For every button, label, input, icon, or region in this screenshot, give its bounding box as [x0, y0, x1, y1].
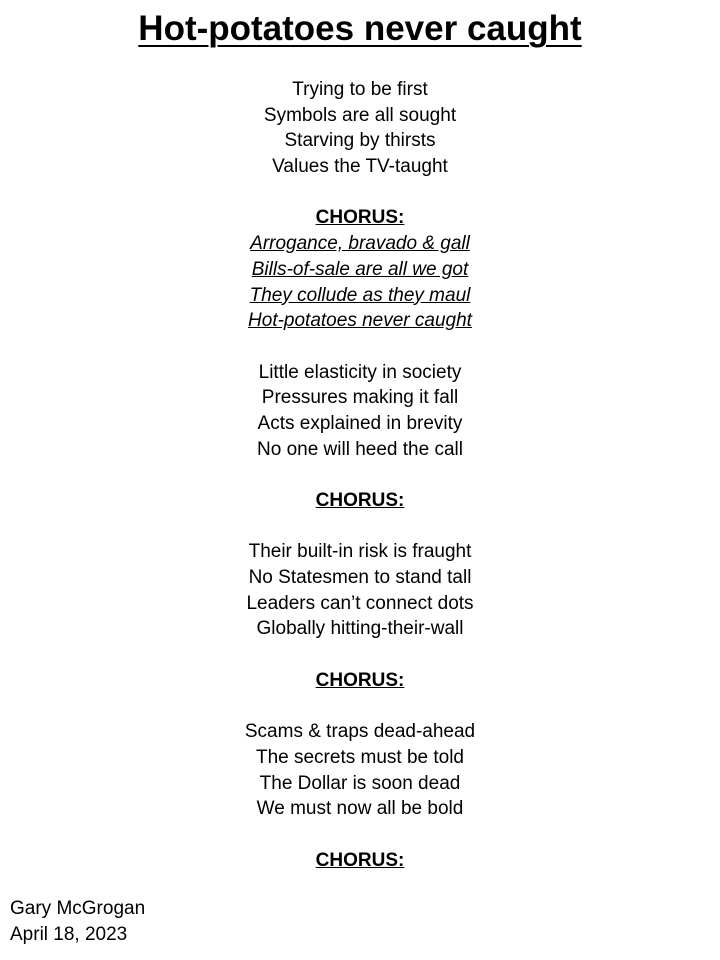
- verse-3-line-3: Leaders can’t connect dots: [246, 592, 474, 614]
- stanza-gap: [0, 180, 720, 206]
- poem-date: April 18, 2023: [10, 924, 128, 945]
- verse-2-line-4: No one will heed the call: [257, 438, 463, 460]
- poem-body: [0, 77, 720, 873]
- chorus-label: CHORUS:: [315, 669, 405, 691]
- chorus-line-3: They collude as they maul: [249, 284, 471, 306]
- verse-1-line-4: Values the TV-taught: [272, 156, 448, 178]
- verse-1-line-2: Symbols are all sought: [263, 104, 457, 126]
- verse-4-line-1: Scams & traps dead-ahead: [244, 721, 476, 743]
- stanza-gap: [0, 694, 720, 720]
- verse-2-line-1: Little elasticity in society: [258, 361, 462, 383]
- stanza-gap: [0, 822, 720, 848]
- chorus-label: CHORUS:: [315, 490, 405, 511]
- author-name: Gary McGrogan: [10, 898, 146, 919]
- stanza-gap: [0, 334, 720, 360]
- chorus-line-1: Arrogance, bravado & gall: [250, 233, 470, 255]
- verse-3-line-2: No Statesmen to stand tall: [248, 567, 472, 589]
- chorus-line-2: Bills-of-sale are all we got: [251, 258, 469, 280]
- verse-2-line-3: Acts explained in brevity: [257, 412, 463, 434]
- verse-3-line-1: Their built-in risk is fraught: [248, 541, 472, 563]
- stanza-gap: [0, 462, 720, 488]
- verse-1-line-1: Trying to be first: [292, 79, 428, 100]
- chorus-label: CHORUS:: [315, 207, 405, 229]
- chorus-label: CHORUS:: [315, 849, 405, 871]
- poem-title: Hot-potatoes never caught: [138, 9, 582, 48]
- stanza-gap: [0, 642, 720, 668]
- verse-4-line-4: We must now all be bold: [256, 798, 464, 820]
- signature-block: [10, 896, 145, 948]
- chorus-line-4: Hot-potatoes never caught: [248, 310, 472, 332]
- verse-4-line-3: The Dollar is soon dead: [259, 772, 461, 794]
- stanza-gap: [0, 514, 720, 540]
- verse-2-line-2: Pressures making it fall: [261, 387, 459, 409]
- verse-3-line-4: Globally hitting-their-wall: [256, 618, 464, 640]
- verse-1-line-3: Starving by thirsts: [284, 130, 436, 152]
- verse-4-line-2: The secrets must be told: [255, 746, 465, 768]
